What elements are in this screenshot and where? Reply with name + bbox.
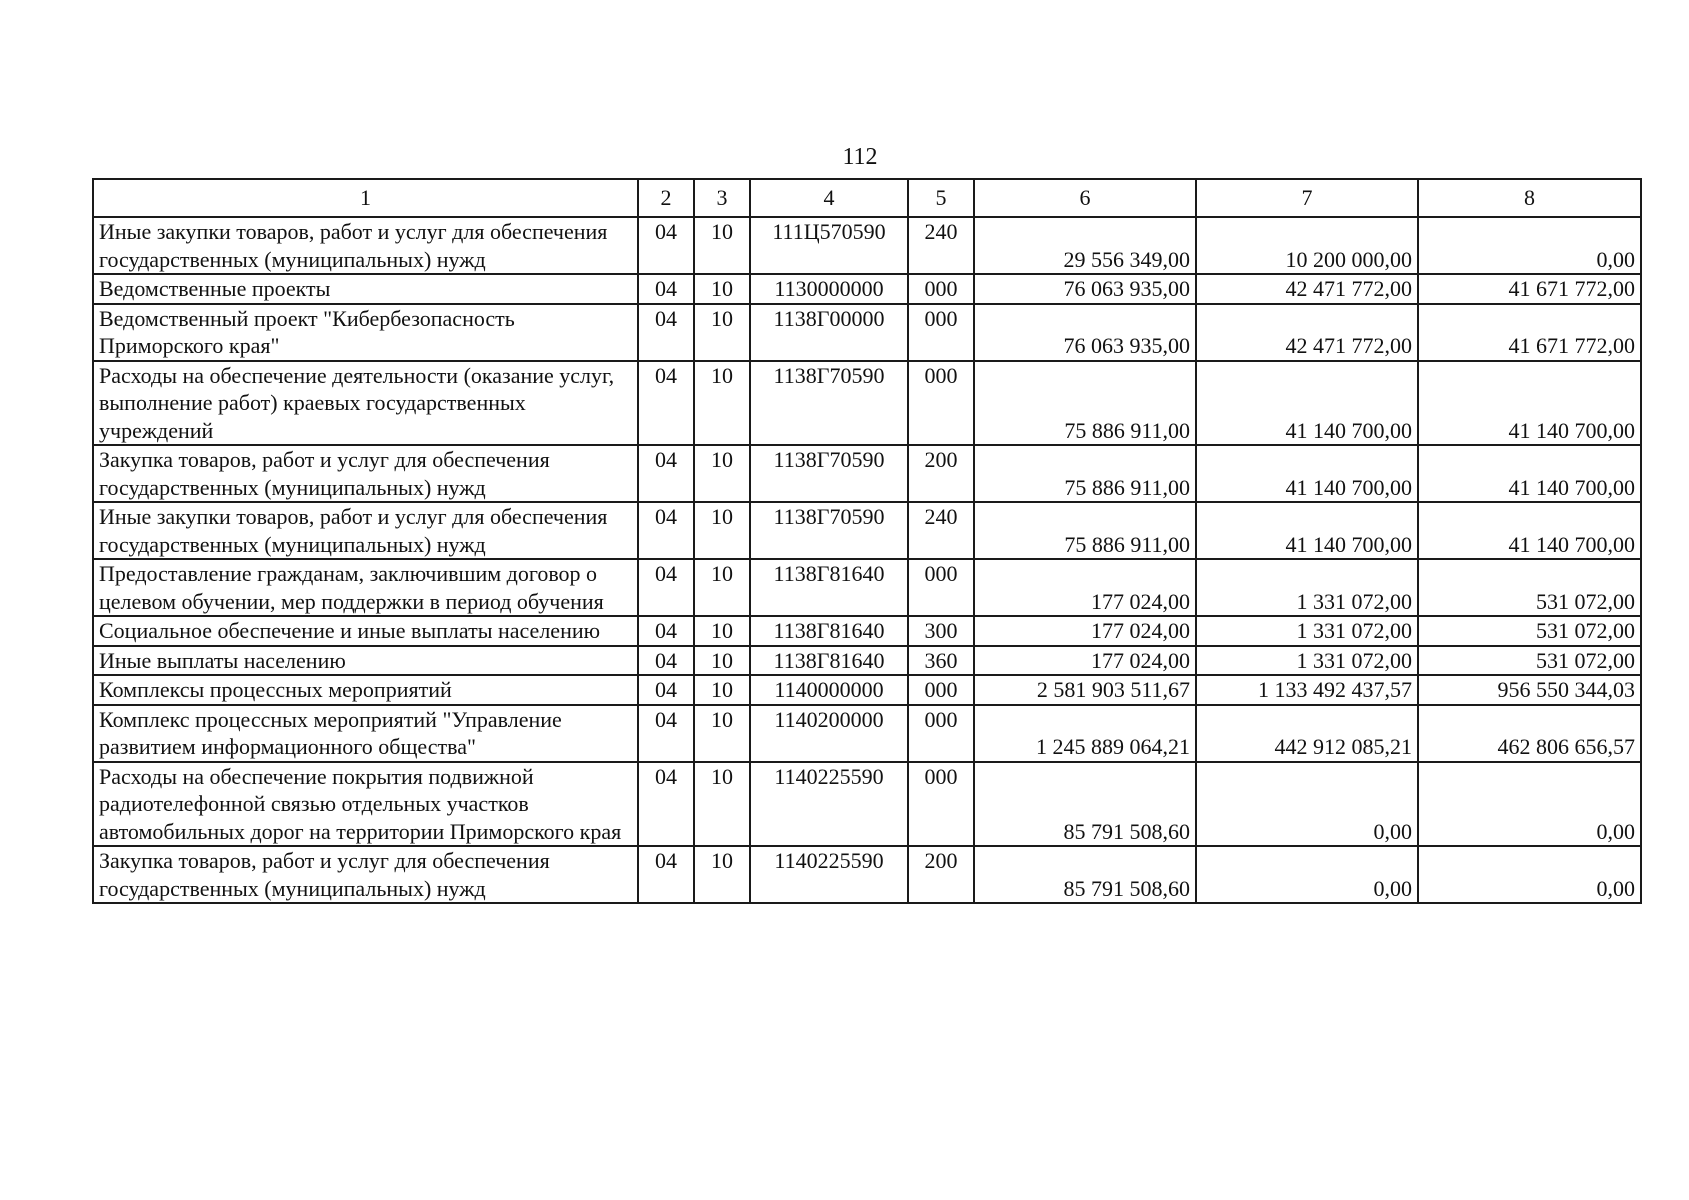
expense-type-code: 000 (908, 705, 974, 762)
expense-type-code: 360 (908, 646, 974, 676)
amount-col-6: 2 581 903 511,67 (974, 675, 1196, 705)
subsection-code: 10 (694, 559, 750, 616)
expense-type-code: 200 (908, 445, 974, 502)
item-name: Расходы на обеспечение покрытия подвижной радиотелефонной связью отдельных участков автомобильных дорог на территории Приморского края (93, 762, 638, 847)
amount-col-7: 1 331 072,00 (1196, 559, 1418, 616)
subsection-code: 10 (694, 274, 750, 304)
amount-col-8: 41 140 700,00 (1418, 502, 1641, 559)
subsection-code: 10 (694, 217, 750, 274)
amount-col-6: 177 024,00 (974, 646, 1196, 676)
target-article-code: 1140000000 (750, 675, 908, 705)
column-header: 4 (750, 179, 908, 217)
column-header: 5 (908, 179, 974, 217)
expense-type-code: 000 (908, 304, 974, 361)
table-row (93, 705, 1641, 762)
item-name: Иные выплаты населению (93, 646, 638, 676)
amount-col-8: 462 806 656,57 (1418, 705, 1641, 762)
budget-table (92, 178, 1642, 904)
item-name: Закупка товаров, работ и услуг для обеспечения государственных (муниципальных) нужд (93, 846, 638, 903)
amount-col-7: 1 331 072,00 (1196, 646, 1418, 676)
expense-type-code: 240 (908, 217, 974, 274)
amount-col-6: 1 245 889 064,21 (974, 705, 1196, 762)
column-header: 7 (1196, 179, 1418, 217)
amount-col-6: 29 556 349,00 (974, 217, 1196, 274)
table-header-row (93, 179, 1641, 217)
amount-col-8: 531 072,00 (1418, 559, 1641, 616)
section-code: 04 (638, 616, 694, 646)
expense-type-code: 240 (908, 502, 974, 559)
target-article-code: 1138Г70590 (750, 445, 908, 502)
amount-col-6: 75 886 911,00 (974, 502, 1196, 559)
amount-col-8: 41 671 772,00 (1418, 274, 1641, 304)
amount-col-7: 42 471 772,00 (1196, 274, 1418, 304)
amount-col-6: 177 024,00 (974, 559, 1196, 616)
subsection-code: 10 (694, 445, 750, 502)
amount-col-8: 41 671 772,00 (1418, 304, 1641, 361)
amount-col-6: 177 024,00 (974, 616, 1196, 646)
table-row (93, 616, 1641, 646)
section-code: 04 (638, 705, 694, 762)
column-header: 1 (93, 179, 638, 217)
item-name: Социальное обеспечение и иные выплаты населению (93, 616, 638, 646)
section-code: 04 (638, 762, 694, 847)
section-code: 04 (638, 846, 694, 903)
subsection-code: 10 (694, 502, 750, 559)
amount-col-7: 41 140 700,00 (1196, 445, 1418, 502)
expense-type-code: 000 (908, 559, 974, 616)
amount-col-8: 0,00 (1418, 217, 1641, 274)
item-name: Расходы на обеспечение деятельности (оказание услуг, выполнение работ) краевых государственных учреждений (93, 361, 638, 446)
subsection-code: 10 (694, 304, 750, 361)
amount-col-6: 76 063 935,00 (974, 304, 1196, 361)
amount-col-6: 85 791 508,60 (974, 846, 1196, 903)
column-header: 2 (638, 179, 694, 217)
amount-col-7: 41 140 700,00 (1196, 361, 1418, 446)
section-code: 04 (638, 646, 694, 676)
target-article-code: 111Ц570590 (750, 217, 908, 274)
expense-type-code: 000 (908, 361, 974, 446)
table-row (93, 361, 1641, 446)
target-article-code: 1138Г81640 (750, 646, 908, 676)
amount-col-8: 0,00 (1418, 846, 1641, 903)
section-code: 04 (638, 217, 694, 274)
expense-type-code: 000 (908, 762, 974, 847)
target-article-code: 1138Г81640 (750, 559, 908, 616)
table-row (93, 217, 1641, 274)
subsection-code: 10 (694, 361, 750, 446)
amount-col-7: 0,00 (1196, 762, 1418, 847)
table-row (93, 445, 1641, 502)
amount-col-7: 1 331 072,00 (1196, 616, 1418, 646)
page-number: 112 (842, 144, 878, 170)
column-header: 6 (974, 179, 1196, 217)
expense-type-code: 200 (908, 846, 974, 903)
table-row (93, 502, 1641, 559)
target-article-code: 1140225590 (750, 846, 908, 903)
item-name: Иные закупки товаров, работ и услуг для обеспечения государственных (муниципальных) нужд (93, 217, 638, 274)
amount-col-8: 531 072,00 (1418, 646, 1641, 676)
table-row (93, 675, 1641, 705)
target-article-code: 1130000000 (750, 274, 908, 304)
section-code: 04 (638, 361, 694, 446)
amount-col-7: 0,00 (1196, 846, 1418, 903)
column-header: 3 (694, 179, 750, 217)
table-body (93, 217, 1641, 903)
amount-col-8: 0,00 (1418, 762, 1641, 847)
section-code: 04 (638, 304, 694, 361)
table-row (93, 762, 1641, 847)
subsection-code: 10 (694, 705, 750, 762)
column-header: 8 (1418, 179, 1641, 217)
table-row (93, 559, 1641, 616)
subsection-code: 10 (694, 616, 750, 646)
item-name: Закупка товаров, работ и услуг для обеспечения государственных (муниципальных) нужд (93, 445, 638, 502)
expense-type-code: 300 (908, 616, 974, 646)
subsection-code: 10 (694, 675, 750, 705)
table-row (93, 846, 1641, 903)
amount-col-8: 41 140 700,00 (1418, 361, 1641, 446)
table-row (93, 646, 1641, 676)
target-article-code: 1140225590 (750, 762, 908, 847)
amount-col-7: 442 912 085,21 (1196, 705, 1418, 762)
target-article-code: 1138Г70590 (750, 502, 908, 559)
amount-col-6: 75 886 911,00 (974, 445, 1196, 502)
amount-col-6: 85 791 508,60 (974, 762, 1196, 847)
item-name: Ведомственный проект "Кибербезопасность Приморского края" (93, 304, 638, 361)
table-row (93, 274, 1641, 304)
item-name: Комплекс процессных мероприятий "Управление развитием информационного общества" (93, 705, 638, 762)
section-code: 04 (638, 445, 694, 502)
item-name: Комплексы процессных мероприятий (93, 675, 638, 705)
amount-col-8: 41 140 700,00 (1418, 445, 1641, 502)
item-name: Иные закупки товаров, работ и услуг для обеспечения государственных (муниципальных) нужд (93, 502, 638, 559)
amount-col-7: 42 471 772,00 (1196, 304, 1418, 361)
amount-col-6: 75 886 911,00 (974, 361, 1196, 446)
subsection-code: 10 (694, 646, 750, 676)
amount-col-6: 76 063 935,00 (974, 274, 1196, 304)
subsection-code: 10 (694, 762, 750, 847)
amount-col-7: 1 133 492 437,57 (1196, 675, 1418, 705)
section-code: 04 (638, 502, 694, 559)
expense-type-code: 000 (908, 675, 974, 705)
item-name: Предоставление гражданам, заключившим договор о целевом обучении, мер поддержки в период обучения (93, 559, 638, 616)
target-article-code: 1138Г81640 (750, 616, 908, 646)
item-name: Ведомственные проекты (93, 274, 638, 304)
section-code: 04 (638, 675, 694, 705)
target-article-code: 1138Г00000 (750, 304, 908, 361)
target-article-code: 1140200000 (750, 705, 908, 762)
subsection-code: 10 (694, 846, 750, 903)
section-code: 04 (638, 274, 694, 304)
amount-col-8: 956 550 344,03 (1418, 675, 1641, 705)
target-article-code: 1138Г70590 (750, 361, 908, 446)
amount-col-7: 10 200 000,00 (1196, 217, 1418, 274)
table-row (93, 304, 1641, 361)
expense-type-code: 000 (908, 274, 974, 304)
amount-col-8: 531 072,00 (1418, 616, 1641, 646)
section-code: 04 (638, 559, 694, 616)
amount-col-7: 41 140 700,00 (1196, 502, 1418, 559)
